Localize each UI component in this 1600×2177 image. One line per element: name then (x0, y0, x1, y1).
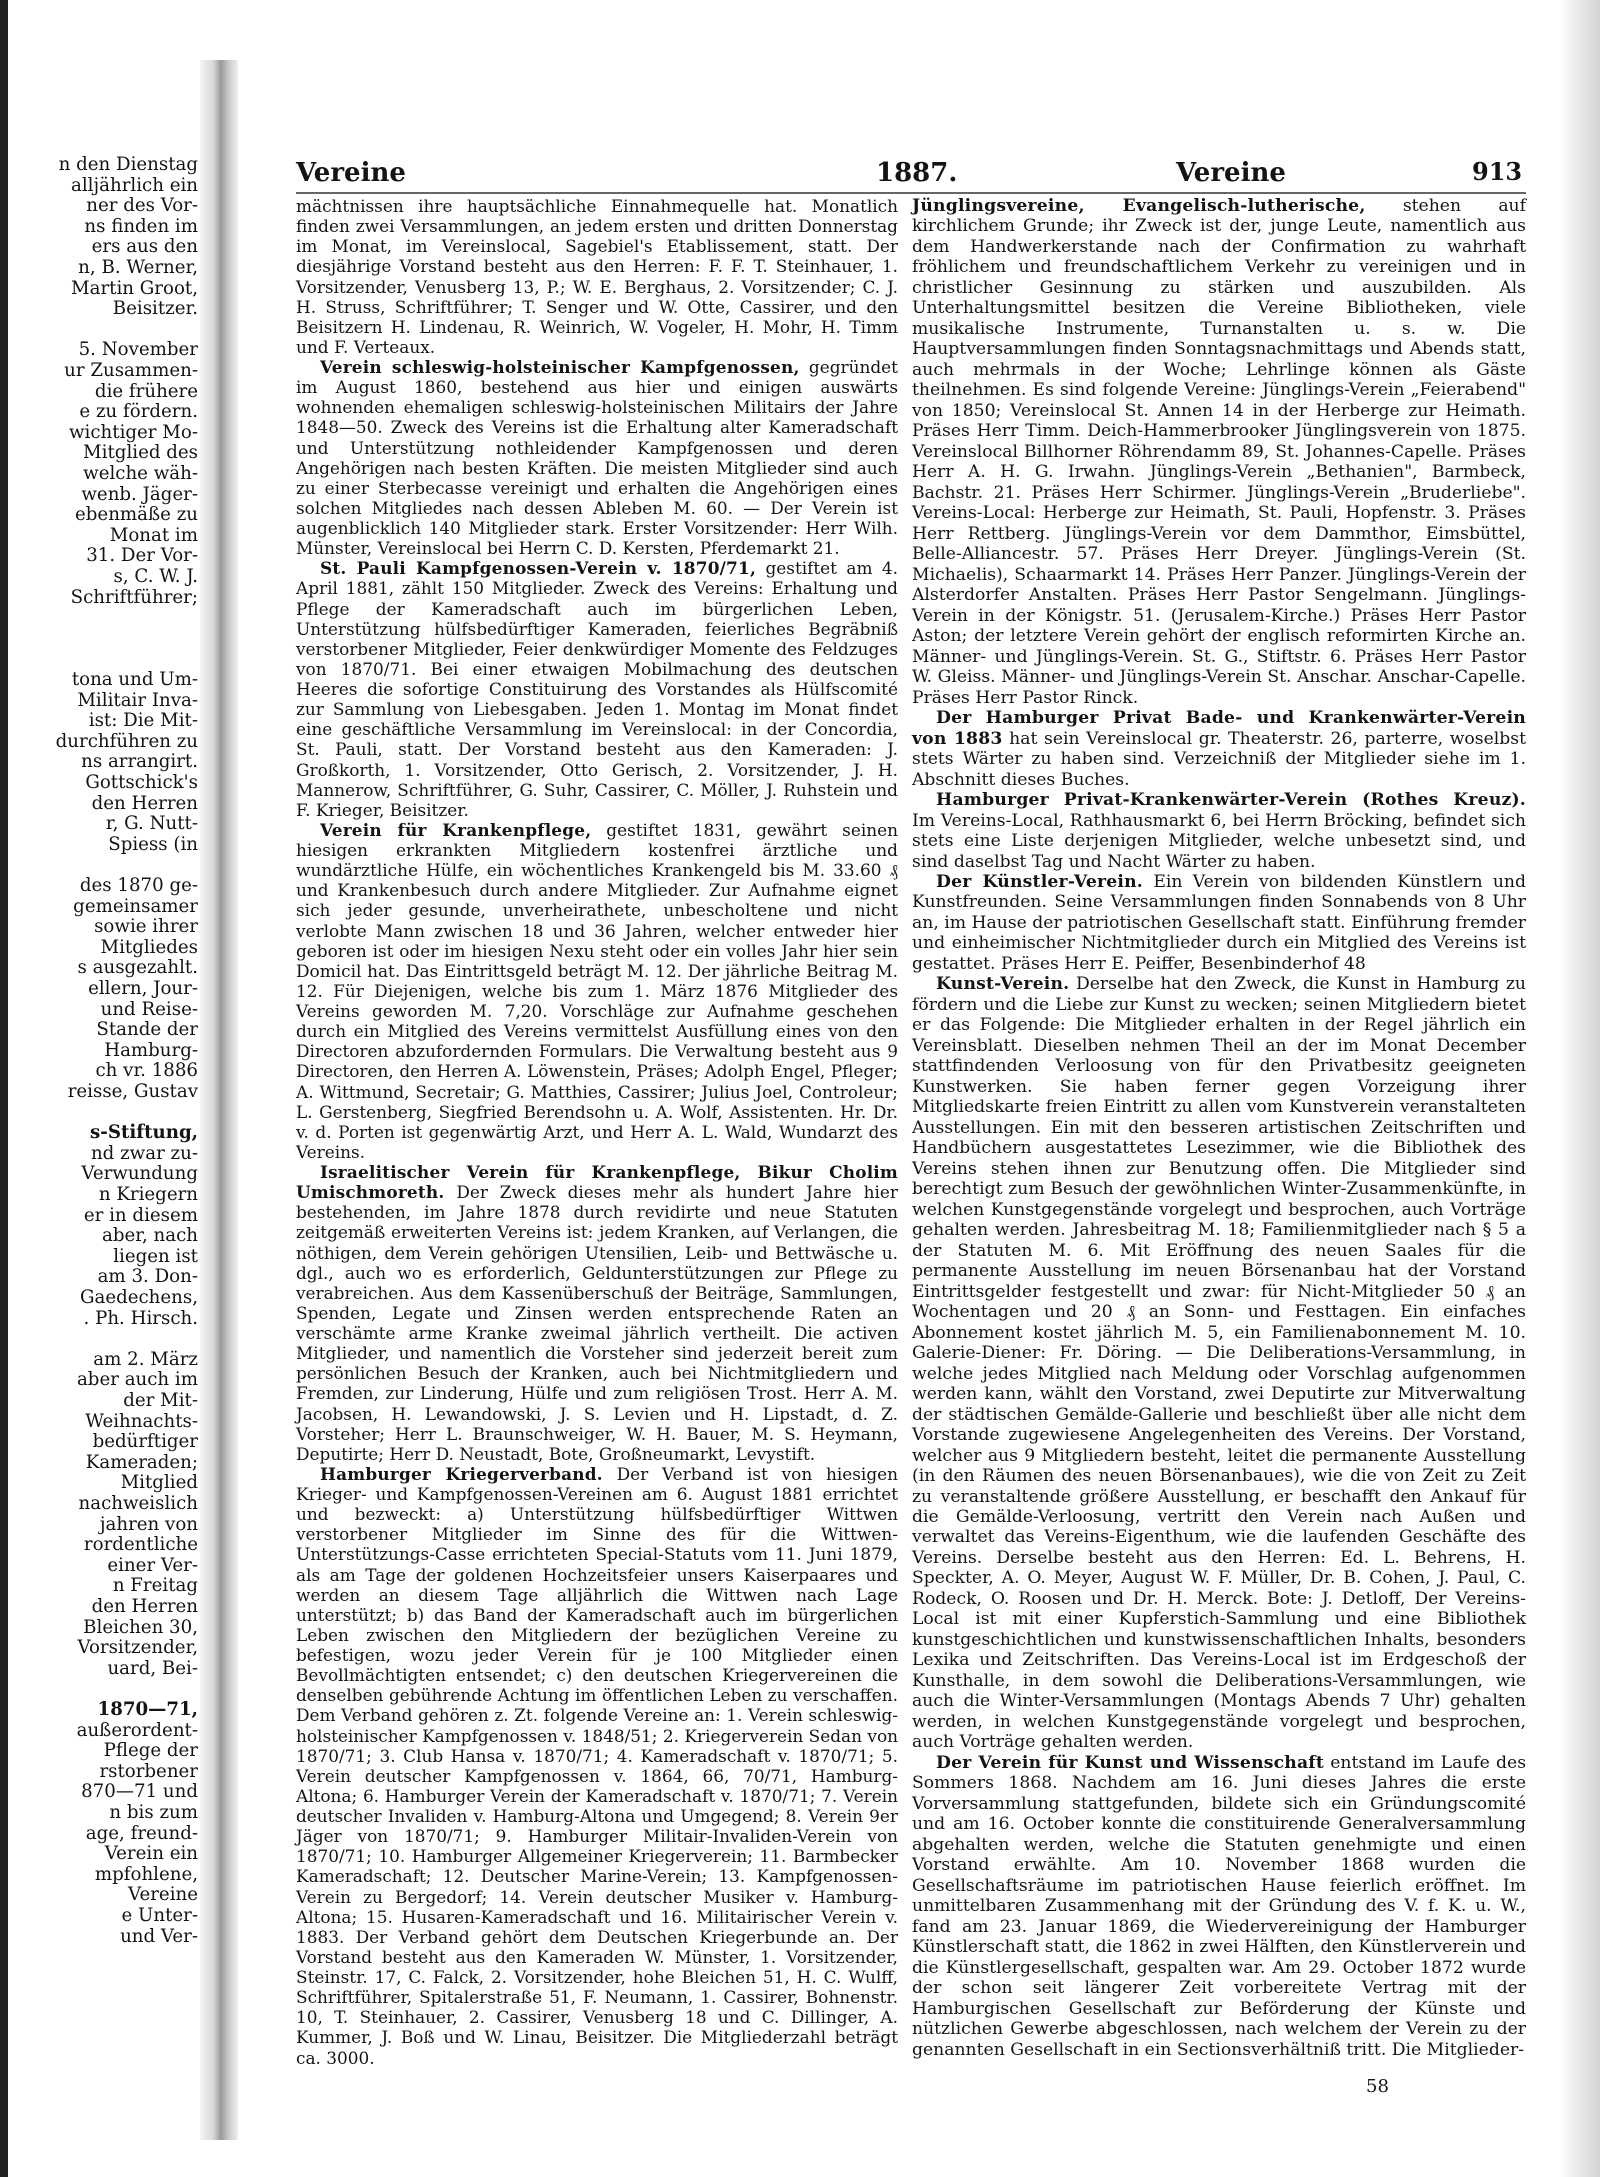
fragment-line: außerordent- (76, 1719, 198, 1741)
fragment-line: 870—71 und (81, 1781, 198, 1803)
fragment-line: jahren von (99, 1513, 198, 1535)
fragment-line: 31. Der Vor- (86, 545, 198, 567)
fragment-line: n den Dienstag (58, 156, 198, 175)
fragment-line: die frühere (94, 380, 198, 402)
entry-title: St. Pauli Kampfgenossen-Verein v. 1870/71, (320, 558, 757, 579)
entry-text: Im Vereins-Local, Rathhausmarkt 6, bei Herrn Bröcking, befindet sich stets eine Liste derjenigen Mitglieder, welche unbesetzt sind, und sind daselbst Tag und Nacht Wärter zu haben. (912, 810, 1526, 872)
fragment-line: ns finden im (84, 215, 198, 237)
entry-title: Jünglingsvereine, Evangelisch-lutherische, (912, 196, 1366, 216)
fragment-line: rordentliche (83, 1534, 198, 1556)
fragment-line: Monat im (109, 524, 198, 546)
fragment-line: wichtiger Mo- (68, 421, 198, 443)
directory-entry (296, 196, 898, 357)
fragment-line: n bis zum (109, 1802, 198, 1823)
fragment-line: e zu fördern. (79, 401, 198, 423)
fragment-line: s ausgezahlt. (77, 957, 198, 979)
fragment-line: ch vr. 1886 (95, 1060, 198, 1082)
entry-title: Israelitischer Verein für Krankenpflege, Bikur Cholim Umischmoreth. (296, 1162, 898, 1203)
fragment-line: Mitglied des (83, 442, 198, 464)
fragment-line: einer Ver- (107, 1554, 198, 1576)
entry-text: stehen auf kirchlichem Grunde; ihr Zweck ist der, junge Leute, namentlich aus dem Handwerkerstande nach der Confirmation zu wahrhaft fröhlichem und freundschaftlichem Verkehr zu vereinigen und in christlicher Gesinnung zu stärken und auszubilden. Als Unterhaltungsmittel besitzen die Vereine Bibliotheken, viele musikalische Instrumente, Turnanstalten u. s. w. Die Hauptversammlungen finden Sonntagsnachmittags und Abends statt, auch mehrmals in der Woche; Lehrlinge können als Gäste theilnehmen. Es sind folgende Vereine: Jünglings-Verein „Feierabend" von 1850; Vereinslocal St. Annen 14 in der Herberge zur Heimath. Präses Herr Timm. Deich-Hammerbrooker Jünglingsverein von 1875. Vereinslocal Billhorner Röhrendamm 89, St. Johannes-Capelle. Präses Herr A. H. G. Irwahn. Jünglings-Verein „Bethanien", Barmbeck, Bachstr. 21. Präses Herr Schirmer. Jünglings-Verein „Bruderliebe". Vereins-Local: Herberge zur Heimath, St. Pauli, Hopfenstr. 3. Präses Herr Rettberg. Jünglings-Verein vor dem Dammthor, Eimsbüttel, Belle-Alliancestr. 57. Präses Herr Dreyer. Jünglings-Verein (St. Michaelis), Schaarmarkt 14. Präses Herr Panzer. Jünglings-Verein der Alsterdorfer Anstalten. Präses Herr Pastor Sengelmann. Jünglings-Verein in der Königstr. 51. (Jerusalem-Kirche.) Präses Herr Pastor Aston; der letztere Verein gehört der englisch reformirten Kirche an. Männer- und Jünglings-Verein. St. G., Stiftstr. 6. Präses Herr Pastor W. Gleiss. Männer- und Jünglings-Verein St. Anschar. Anschar-Capelle. Präses Herr Pastor Rinck. (912, 196, 1526, 708)
fragment-line: Militair Inva- (77, 689, 198, 711)
fragment-line: und Ver- (120, 1925, 198, 1947)
fragment-line: nd zwar zu- (90, 1142, 198, 1164)
fragment-line: Vereine (128, 1884, 198, 1906)
fragment-line: wenb. Jäger- (81, 483, 198, 505)
left-column (296, 196, 898, 2068)
fragment-line: ns arrangirt. (81, 751, 198, 773)
running-head-left: Vereine (296, 158, 406, 188)
fragment-line: ur Zusammen- (64, 360, 198, 381)
directory-entry (912, 872, 1526, 974)
left-page-fragment (8, 156, 198, 2176)
entry-text: gegründet im August 1860, bestehend aus hier und einigen auswärts wohnenden ehemaligen schleswig-holsteinischen Militairs der Jahre 1848—50. Zweck des Vereins ist die Erhaltung alter Kameradschaft und Unterstützung nothleidender Kampfgenossen und deren Angehörigen nach besten Kräften. Die meisten Mitglieder sind auch zu einer Sterbecasse vereinigt und erhalten die Angehörigen eines solchen Mitgliedes nach dessen Ableben M. 60. — Der Verein ist augenblicklich 140 Mitglieder stark. Erster Vorsitzender: Herr Wilh. Münster, Vereinslocal bei Herrn C. D. Kersten, Pferdemarkt 21. (296, 357, 898, 559)
entry-text: Der Zweck dieses mehr als hundert Jahre hier bestehenden, im Jahre 1878 durch revidirte und neue Statuten zeitgemäß erweiterten Vereins ist: jedem Kranken, auf Verlangen, die nöthigen, dem Verein gehörigen Utensilien, Leib- und Bettwäsche u. dgl., auch wo es erforderlich, Geldunterstützungen zur Pflege zu verabreichen. Aus dem Kassenüberschuß der Beiträge, Sammlungen, Spenden, Legate und Zinsen werden entsprechende Raten an verschämte arme Kranke zweimal jährlich vertheilt. Die activen Mitglieder, und namentlich die Vorsteher sind jederzeit bereit zum persönlichen Besuch der Kranken, auch bei Nichtmitgliedern und Fremden, zur Linderung, Hülfe und zum religiösen Trost. Herr A. M. Jacobsen, H. Lewandowski, J. S. Levien und H. Lipstadt, d. Z. Vorsteher; Herr L. Braunschweiger, W. H. Bauer, M. S. Heymann, Deputirte; Herr D. Neustadt, Bote, Großneumarkt, Levystift. (296, 1182, 898, 1464)
fragment-line: . Ph. Hirsch. (83, 1307, 198, 1329)
fragment-line: n, B. Werner, (78, 257, 198, 278)
header-rule (296, 192, 1526, 194)
fragment-line: Weihnachts- (85, 1410, 198, 1432)
fragment-line: 5. November (78, 339, 198, 361)
fragment-line: ist: Die Mit- (88, 710, 198, 732)
fragment-line: am 3. Don- (97, 1266, 198, 1288)
entry-title: Der Verein für Kunst und Wissenschaft (936, 1752, 1325, 1773)
page-number: 913 (1472, 157, 1523, 186)
fragment-line: gemeinsamer (73, 895, 198, 917)
entry-text: Ein Verein von bildenden Künstlern und Kunstfreunden. Seine Versammlungen finden Sonnabends von 8 Uhr an, im Hause der patriotischen Gesellschaft statt. Einführung fremder und einheimischer Nichtmitglieder durch ein Mitglied des Vereins ist gestattet. Präses Herr E. Peiffer, Besenbinderhof 48 (912, 871, 1527, 974)
fragment-line: Martin Groot, (71, 277, 198, 299)
fragment-line: aber auch im (76, 1369, 198, 1391)
scan-right-edge (1560, 0, 1600, 2177)
fragment-line: sowie ihrer (94, 916, 198, 938)
fragment-line: n Kriegern (98, 1184, 198, 1205)
directory-entry (296, 820, 898, 1162)
entry-text: Der Verband ist von hiesigen Krieger- und Kampfgenossen-Vereinen am 6. August 1881 errichtet und bezweckt: a) Unterstützung hülfsbedürftiger Wittwen verstorbener Mitglieder im Sinne des für die Wittwen-Unterstützungs-Casse errichteten Special-Statuts vom 11. Juni 1879, als am Tage der goldenen Hochzeitsfeier unsers Kaiserpaares und werden an diesem Tage alljährlich die Wittwen nach Lage unterstützt; b) das Band der Kameradschaft auch im bürgerlichen Leben zwischen den Mitgliedern der bezüglichen Vereine zu befestigen, wozu jeder Verein für je 100 Mitglieder einen Bevollmächtigten entsendet; c) den deutschen Kriegervereinen die denselben gebührende Achtung im öffentlichen Leben zu verschaffen. Dem Verband gehören z. Zt. folgende Vereine an: 1. Verein schleswig-holsteinischer Kampfgenossen v. 1848/51; 2. Kriegerverein Sedan von 1870/71; 3. Club Hansa v. 1870/71; 4. Kameradschaft v. 1870/71; 5. Verein deutscher Kampfgenossen v. 1864, 66, 70/71, Hamburg-Altona; 6. Hamburger Verein der Kameradschaft v. 1870/71; 7. Verein deutscher Invaliden v. Hamburg-Altona und Umgegend; 8. Verein 9er Jäger von 1870/71; 9. Hamburger Militair-Invaliden-Verein von 1870/71; 10. Hamburger Allgemeiner Kriegerverein; 11. Barmbecker Kameradschaft; 12. Deutscher Marine-Verein; 13. Kampfgenossen-Verein zu Bergedorf; 14. Verein deutscher Musiker v. Hamburg-Altona; 15. Husaren-Kameradschaft und 16. Militairischer Verein v. 1883. Der Verband gehört dem Deutschen Kriegerbunde an. Der Vorstand besteht aus den Kameraden W. Münster, 1. Vorsitzender, Steinstr. 17, C. Falck, 2. Vorsitzender, hohe Bleichen 51, H. C. Wulff, Schriftführer, Spitalerstraße 51, F. Neumann, 1. Cassirer, Bohnenstr. 10, T. Steinhauer, 2. Cassirer, Venusberg 18 und C. Dillinger, A. Kummer, J. Boß und W. Linau, Beisitzer. Die Mitgliederzahl beträgt ca. 3000. (296, 1463, 899, 2068)
fragment-line: am 2. März (93, 1348, 198, 1370)
fragment-line: ner des Vor- (86, 195, 198, 217)
fragment-line: Mitglied (120, 1472, 198, 1494)
fragment-line: rstorbener (99, 1760, 198, 1782)
entry-title: Hamburger Privat-Krankenwärter-Verein (Rothes Kreuz). (936, 790, 1526, 811)
directory-entry (296, 1464, 898, 2068)
right-column (912, 196, 1526, 2060)
fragment-line: den Herren (91, 792, 198, 814)
entry-title: Verein für Krankenpflege, (320, 819, 592, 840)
entry-title: Kunst-Verein. (936, 974, 1070, 995)
fragment-line: nachweislich (78, 1493, 198, 1514)
fragment-line: welche wäh- (83, 463, 198, 484)
fragment-line: der Mit- (123, 1390, 198, 1411)
entry-title: Der Hamburger Privat Bade- und Krankenwärter-Verein von 1883 (912, 708, 1526, 749)
fragment-line: durchführen zu (55, 730, 198, 752)
fragment-line: n Freitag (112, 1575, 198, 1597)
fragment-line: Kameraden; (85, 1451, 198, 1473)
fragment-line: ers aus den (91, 236, 198, 258)
fragment-line: Stande der (96, 1019, 198, 1041)
fragment-line: des 1870 ge- (79, 875, 198, 896)
entry-text: gestiftet 1831, gewährt seinen hiesigen erkrankten Mitgliedern kostenfrei ärztliche und wundärztliche Hülfe, ein wöchentliches Krankengeld bis M. 33.60 ₰ und Krankenbesuch durch andere Mitglieder. Zur Aufnahme eignet sich jeder gesunde, unverheirathete, unbescholtene und nicht verlobte Mann zwischen 18 und 36 Jahren, welcher entweder hier geboren ist oder im hiesigen Nexu steht oder ein volles Jahr hier sein Domicil hat. Das Eintrittsgeld beträgt M. 12. Der jährliche Beitrag M. 12. Für Diejenigen, welche bis zum 1. März 1876 Mitglieder des Vereins geworden M. 7,20. Vorschläge zur Aufnahme geschehen durch ein Mitglied des Vereins vermittelst Ausfüllung eines von den Directoren abzufordernden Formulars. Die Verwaltung besteht aus 9 Directoren, den Herren A. Löwenstein, Präses; Adolph Engel, Pfleger; A. Wittmund, Secretair; G. Matthies, Cassirer; Julius Joel, Controleur; L. Gerstenberg, Siegfried Berendsohn u. A. Wolf, Assistenten. Hr. Dr. v. d. Porten ist gegenwärtig Arzt, und Herr A. L. Wald, Wundarzt des Vereins. (296, 819, 898, 1162)
fragment-line: Pflege der (103, 1740, 198, 1762)
fragment-line: Bleichen 30, (83, 1616, 198, 1638)
fragment-line: e Unter- (121, 1905, 198, 1926)
entry-text: entstand im Laufe des Sommers 1868. Nachdem am 16. Juni dieses Jahres die erste Vorversammlung stattgefunden, bildete sich ein Gründungscomité und am 16. October konnte die constituirende Generalversammlung abgehalten werden, welche die Statuten genehmigte und einen Vorstand erwählte. Am 10. November 1868 wurden die Gesellschaftsräume im patriotischen Hause feierlich eröffnet. Im unmittelbaren Zusammenhang mit der Gründung des V. f. K. u. W., fand am 23. Januar 1869, die Wiedervereinigung der Hamburger Künstlerschaft statt, die 1862 in zwei Hälften, den Künstlerverein und die Künstlergesellschaft, gespalten war. Am 29. October 1872 wurde der schon seit längerer Zeit vorbereitete Vertrag mit der Hamburgischen Gesellschaft zur Beförderung der Künste und nützlichen Gewerbe abgeschlossen, nach welchem der Verein zu der genannten Gesellschaft in ein Sectionsverhältniß tritt. Die Mitglieder- (912, 1752, 1527, 2060)
fragment-line: Gaedechens, (79, 1287, 198, 1308)
fragment-line: Verein ein (104, 1843, 198, 1865)
fragment-line: Schriftführer; (70, 586, 198, 608)
fragment-line: Hamburg- (104, 1039, 198, 1061)
fragment-line: Verwundung (81, 1163, 198, 1185)
signature-mark: 58 (1366, 2076, 1389, 2097)
fragment-line: und Reise- (100, 998, 198, 1020)
fragment-line: liegen ist (113, 1245, 198, 1267)
directory-entry (912, 196, 1526, 708)
fragment-line: ebenmäße zu (75, 504, 198, 526)
directory-entry (912, 1753, 1526, 2060)
directory-entry (912, 708, 1526, 790)
entry-text: Derselbe hat den Zweck, die Kunst in Hamburg zu fördern und die Liebe zur Kunst zu wecken; seinen Mitgliedern bietet er das Folgende: Die Mitglieder erhalten in der Regel jährlich ein Vereinsblatt. Dieselben nehmen Theil an der im Monat December stattfindenden Verloosung von für den Privatbesitz geeigneten Kunstwerken. Sie haben ferner gegen Vorzeigung ihrer Mitgliedskarte freien Eintritt zu allen vom Kunstverein veranstalteten Ausstellungen. Ein mit den besseren artistischen Zeitschriften und Handbüchern ausgestattetes Lesezimmer, wie die Bibliothek des Vereins stehen ihnen zur Benutzung offen. Die Mitglieder sind berechtigt zum Besuch der gewöhnlichen Winter-Zusammenkünfte, in welchen Kunstgegenstände vorgelegt und besprochen, auch Vorträge gehalten werden. Jahresbeitrag M. 18; Familienmitglieder nach § 5 a der Statuten M. 6. Mit Eröffnung des neuen Saales für die permanente Ausstellung im neuen Börsenanbau hat der Vorstand Eintrittsgelder festgestellt und zwar: für Nicht-Mitglieder 50 ₰ an Wochentagen und 20 ₰ an Sonn- und Festtagen. Ein einfaches Abonnement kostet jährlich M. 5, ein Familienabonnement M. 10. Galerie-Diener: Fr. Döring. — Die Deliberations-Versammlung, in welche jedes Mitglied nach Meldung oder Vorschlag aufgenommen werden kann, wählt den Vorstand, zwei Deputirte zur Mitverwaltung der städtischen Gemälde-Gallerie und beschließt über alle nicht dem Vorstande zugewiesene Angelegenheiten des Vereins. Der Vorstand, welcher aus 9 Mitgliedern besteht, leitet die permanente Ausstellung (in den Räumen des neuen Börsenanbaues), wie die von Zeit zu Zeit zu veranstaltende größere Ausstellung, er beschafft den Ankauf für die Gemälde-Verloosung, vertritt den Verein nach Außen und verwaltet das Vereins-Eigenthum, wie die laufenden Geschäfte des Vereins. Derselbe besteht aus den Herren: Ed. L. Behrens, H. Speckter, A. O. Meyer, August W. F. Müller, Dr. B. Cohen, J. Paul, C. Rodeck, O. Roosen und Dr. H. Merck. Bote: J. Detloff, Der Vereins-Local ist mit einer Kupferstich-Sammlung und eine Bibliothek kunstgeschichtlichen und kunstwissenschaftlichen Inhalts, besonders Lexika und Zeitschriften. Das Vereins-Local ist im Erdgeschoß der Kunsthalle, in dem sowohl die Deliberations-Versammlungen, wie auch die Winter-Versammlungen (Montags Abends 7 Uhr) gehalten werden, in welchen Kunstgegenstände vorgelegt und besprochen, auch Vorträge gehalten werden. (912, 974, 1526, 1753)
fragment-line: Vorsitzender, (77, 1637, 198, 1659)
directory-entry (296, 1162, 898, 1464)
entry-text: hat sein Vereinslocal gr. Theaterstr. 26, parterre, woselbst stets Wärter zu haben sind. Verzeichniß der Mitglieder siehe im 1. Abschnitt dieses Buches. (912, 728, 1526, 790)
running-head-right: Vereine (1176, 158, 1286, 188)
fragment-line: alljährlich ein (71, 174, 198, 196)
entry-text: gestiftet am 4. April 1881, zählt 150 Mitglieder. Zweck des Vereins: Erhaltung und Pflege der Kameradschaft auch im bürgerlichen Leben, Unterstützung hülfsbedürftiger Kameraden, feierliches Begräbniß verstorbener Mitglieder, Feier denkwürdiger Momente des Feldzuges von 1870/71. Bei einer etwaigen Mobilmachung des deutschen Heeres die sofortige Constituirung des Vorstandes als Hülfscomité zur Sammlung von Liebesgaben. Jeden 1. Montag im Monat findet eine geschäftliche Versammlung im Vereinslocal: in der Concordia, St. Pauli, statt. Der Vorstand besteht aus den Kameraden: J. Großkorth, 1. Vorsitzender, Otto Gerisch, 2. Vorsitzender, J. H. Mannerow, Schriftführer, G. Suhr, Cassirer, C. Möller, J. Ruhstein und F. Krieger, Beisitzer. (296, 558, 899, 820)
fragment-line: mpfohlene, (94, 1863, 198, 1885)
fragment-line: s-Stiftung, (90, 1122, 198, 1144)
fragment-line: Beisitzer. (112, 298, 198, 320)
directory-entry (296, 357, 898, 558)
scan-left-shadow (0, 0, 8, 2177)
book-gutter (200, 60, 238, 2140)
directory-entry (912, 974, 1526, 1752)
fragment-line: uard, Bei- (107, 1657, 198, 1679)
fragment-line: Mitgliedes (100, 936, 198, 958)
fragment-line: Spiess (in (108, 833, 198, 855)
entry-title: Hamburger Kriegerverband. (320, 1463, 603, 1484)
running-head-year: 1887. (876, 158, 958, 188)
fragment-line: den Herren (91, 1596, 198, 1617)
fragment-line: age, freund- (85, 1822, 198, 1844)
entry-title: Der Künstler-Verein. (936, 871, 1143, 892)
fragment-line: er in diesem (83, 1204, 198, 1226)
fragment-line: 1870—71, (97, 1699, 198, 1720)
entry-title: Verein schleswig-holsteinischer Kampfgenossen, (320, 357, 800, 377)
fragment-line: r, G. Nutt- (105, 813, 198, 835)
directory-entry (296, 558, 898, 820)
fragment-line: aber, nach (102, 1225, 198, 1247)
fragment-line: ellern, Jour- (88, 978, 198, 999)
directory-entry (912, 790, 1526, 872)
fragment-line: Gottschick's (85, 772, 198, 793)
fragment-line: bedürftiger (92, 1431, 198, 1453)
entry-text: mächtnissen ihre hauptsächliche Einnahmequelle hat. Monatlich finden zwei Versammlungen, an jedem ersten und dritten Donnerstag im Monat, im Vereinslocal, Sagebiel's Etablissement, statt. Der diesjährige Vorstand besteht aus den Herren: F. F. T. Steinhauer, 1. Vorsitzender, Venusberg 13, P.; W. E. Berghaus, 2. Vorsitzender; C. J. H. Struss, Schriftführer; T. Senger und W. Otte, Cassirer, und den Beisitzern H. Lindenau, R. Weinrich, W. Vogeler, H. Mohr, H. Timm und F. Verteaux. (296, 196, 898, 357)
fragment-line: tona und Um- (71, 669, 198, 690)
fragment-line: s, C. W. J. (113, 566, 198, 587)
fragment-line: reisse, Gustav (67, 1081, 198, 1102)
